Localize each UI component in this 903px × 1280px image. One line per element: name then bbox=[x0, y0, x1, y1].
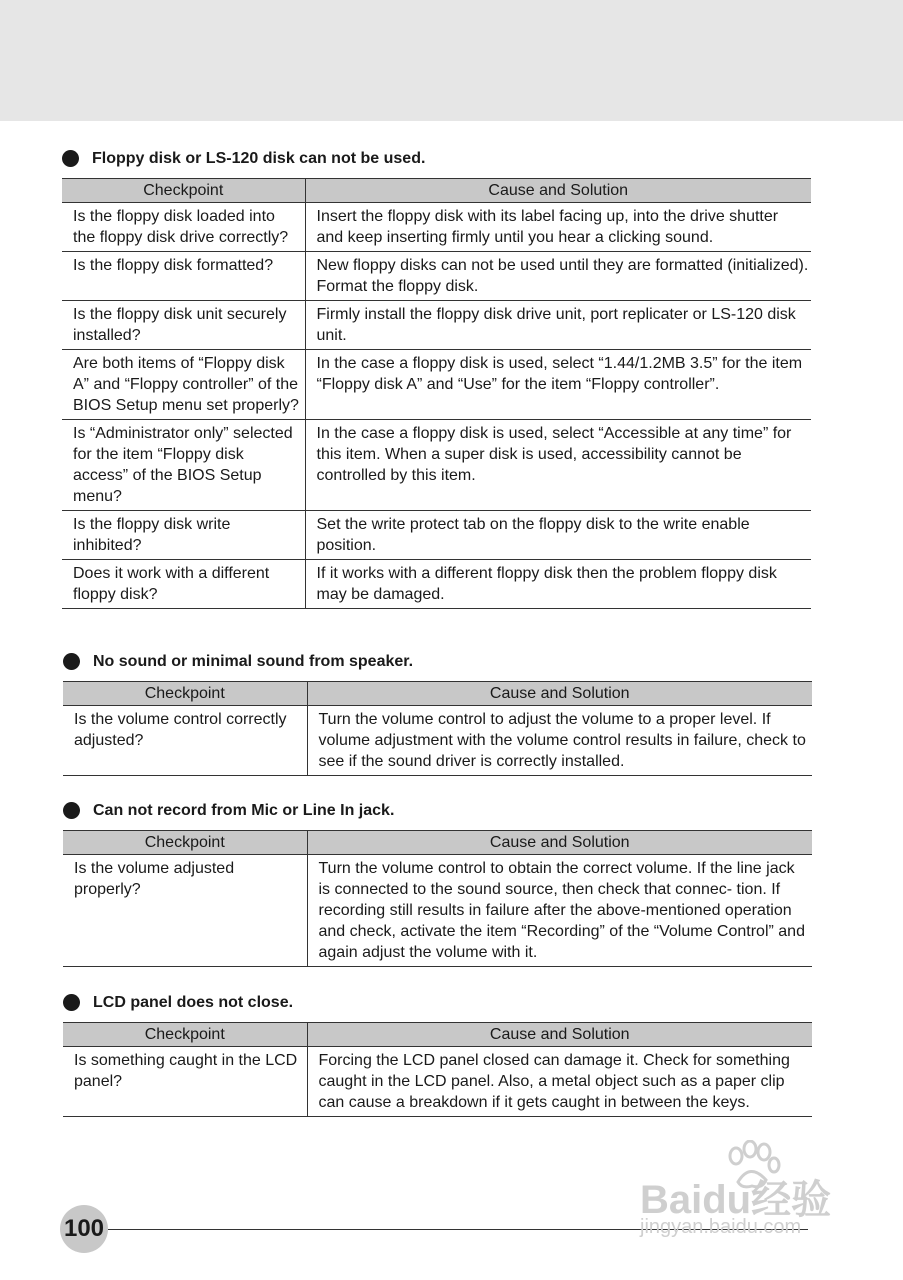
section-title: Floppy disk or LS-120 disk can not be used. bbox=[92, 150, 426, 167]
troubleshooting-table bbox=[63, 681, 812, 776]
checkpoint-cell: Are both items of “Floppy disk A” and “Floppy controller” of the BIOS Setup menu set properly? bbox=[62, 350, 305, 420]
header-band bbox=[0, 0, 903, 121]
solution-cell: In the case a floppy disk is used, select “Accessible at any time” for this item. When a super disk is used, accessibility cannot be controlled by this item. bbox=[305, 420, 811, 511]
watermark-url: jingyan.baidu.com bbox=[640, 1216, 802, 1238]
solution-cell: Insert the floppy disk with its label facing up, into the drive shutter and keep inserting firmly until you hear a clicking sound. bbox=[305, 203, 811, 252]
bullet-icon bbox=[63, 994, 80, 1011]
table-row bbox=[62, 511, 811, 560]
checkpoint-cell: Is the floppy disk loaded into the floppy disk drive correctly? bbox=[62, 203, 305, 252]
checkpoint-cell: Is the volume control correctly adjusted? bbox=[63, 706, 307, 776]
section-heading bbox=[63, 802, 812, 822]
column-header-checkpoint: Checkpoint bbox=[63, 682, 307, 706]
section-heading bbox=[63, 653, 812, 673]
solution-cell: New floppy disks can not be used until they are formatted (initialized). Format the floppy disk. bbox=[305, 252, 811, 301]
solution-cell: Turn the volume control to obtain the correct volume. If the line jack is connected to the sound source, then check that connec- tion. If recording still results in failure after the above-mentioned operation and check, activate the item “Recording” of the “Volume Control” and again adjust the volume with it. bbox=[307, 855, 812, 967]
section-lcd bbox=[63, 994, 812, 1117]
solution-cell: If it works with a different floppy disk then the problem floppy disk may be damaged. bbox=[305, 560, 811, 609]
watermark bbox=[630, 1140, 860, 1250]
table-row bbox=[62, 203, 811, 252]
table-row bbox=[62, 560, 811, 609]
section-heading bbox=[62, 150, 811, 170]
section-floppy bbox=[62, 150, 811, 609]
checkpoint-cell: Is the floppy disk unit securely installed? bbox=[62, 301, 305, 350]
column-header-solution: Cause and Solution bbox=[307, 831, 812, 855]
bullet-icon bbox=[62, 150, 79, 167]
column-header-solution: Cause and Solution bbox=[307, 1023, 812, 1047]
checkpoint-cell: Is the floppy disk formatted? bbox=[62, 252, 305, 301]
section-title: LCD panel does not close. bbox=[93, 994, 294, 1011]
checkpoint-cell: Does it work with a different floppy disk? bbox=[62, 560, 305, 609]
section-sound bbox=[63, 653, 812, 776]
table-row bbox=[63, 1047, 812, 1117]
solution-cell: Firmly install the floppy disk drive unit, port replicater or LS-120 disk unit. bbox=[305, 301, 811, 350]
watermark-brand: Baidu经验 bbox=[640, 1178, 832, 1222]
checkpoint-cell: Is the floppy disk write inhibited? bbox=[62, 511, 305, 560]
table-row bbox=[62, 252, 811, 301]
checkpoint-cell: Is something caught in the LCD panel? bbox=[63, 1047, 307, 1117]
solution-cell: Turn the volume control to adjust the volume to a proper level. If volume adjustment with the volume control results in failure, check to see if the sound driver is correctly installed. bbox=[307, 706, 812, 776]
section-title: No sound or minimal sound from speaker. bbox=[93, 653, 414, 670]
table-row bbox=[62, 420, 811, 511]
column-header-checkpoint: Checkpoint bbox=[62, 179, 305, 203]
troubleshooting-table bbox=[63, 1022, 812, 1117]
column-header-checkpoint: Checkpoint bbox=[63, 831, 307, 855]
section-heading bbox=[63, 994, 812, 1014]
troubleshooting-table bbox=[62, 178, 811, 609]
solution-cell: Set the write protect tab on the floppy disk to the write enable position. bbox=[305, 511, 811, 560]
section-title: Can not record from Mic or Line In jack. bbox=[93, 802, 395, 819]
table-row bbox=[62, 350, 811, 420]
section-record bbox=[63, 802, 812, 967]
checkpoint-cell: Is “Administrator only” selected for the item “Floppy disk access” of the BIOS Setup menu? bbox=[62, 420, 305, 511]
solution-cell: In the case a floppy disk is used, select “1.44/1.2MB 3.5” for the item “Floppy disk A” and “Use” for the item “Floppy controller”. bbox=[305, 350, 811, 420]
column-header-solution: Cause and Solution bbox=[307, 682, 812, 706]
checkpoint-cell: Is the volume adjusted properly? bbox=[63, 855, 307, 967]
table-row bbox=[62, 301, 811, 350]
column-header-checkpoint: Checkpoint bbox=[63, 1023, 307, 1047]
table-row bbox=[63, 706, 812, 776]
troubleshooting-table bbox=[63, 830, 812, 967]
column-header-solution: Cause and Solution bbox=[305, 179, 811, 203]
page-number: 100 bbox=[60, 1205, 108, 1253]
bullet-icon bbox=[63, 802, 80, 819]
table-row bbox=[63, 855, 812, 967]
bullet-icon bbox=[63, 653, 80, 670]
solution-cell: Forcing the LCD panel closed can damage it. Check for something caught in the LCD panel. Also, a metal object such as a paper clip can cause a breakdown if it gets caught in between the keys. bbox=[307, 1047, 812, 1117]
